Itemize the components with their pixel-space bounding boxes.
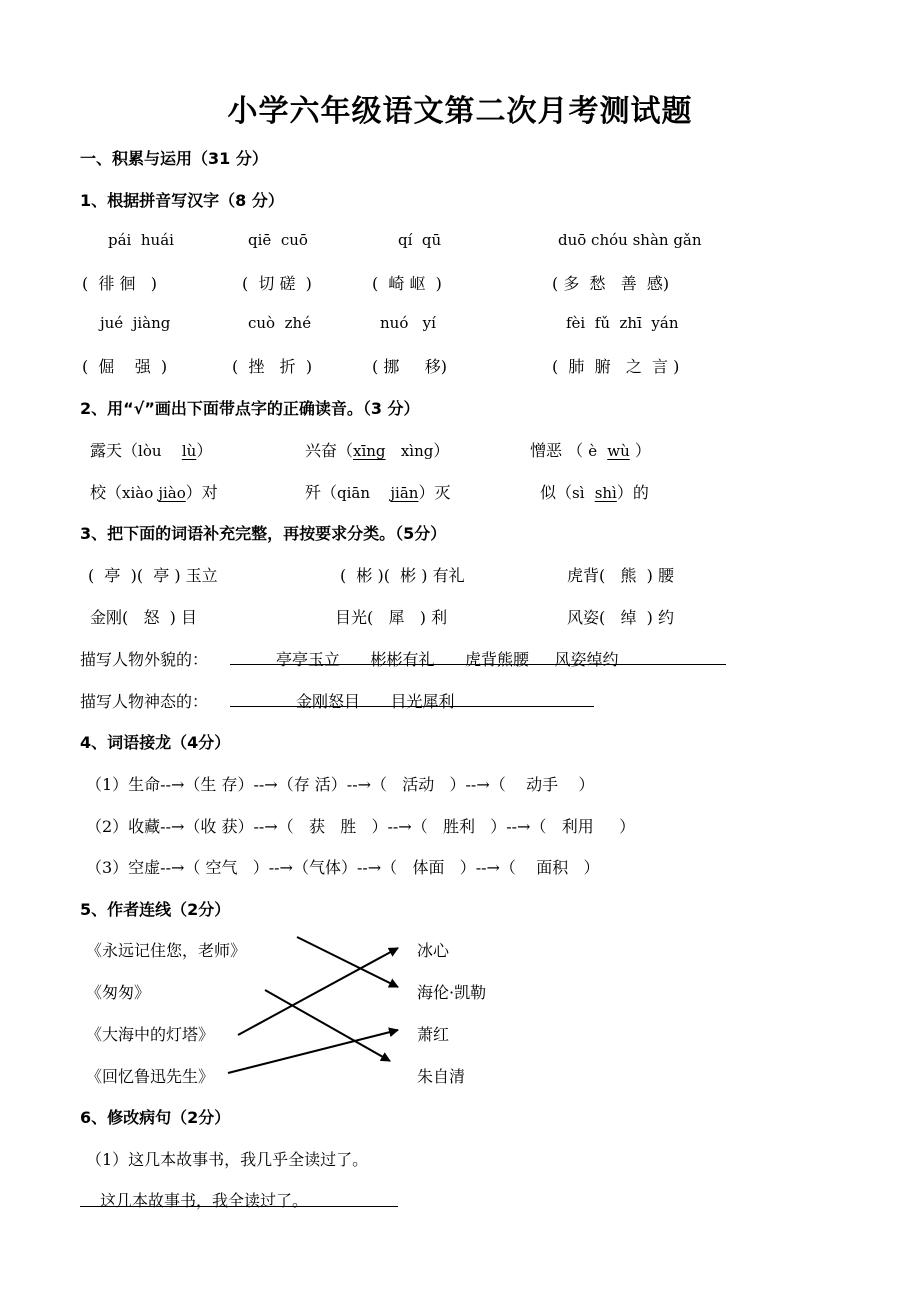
part1-heading: 一、积累与运用（31 分） [80, 149, 268, 168]
q3-word: 金刚( 怒 ) 目 [90, 608, 198, 627]
q3-word: ( 彬 )( 彬 ) 有礼 [340, 566, 465, 585]
q4-heading: 4、词语接龙（4分） [80, 733, 231, 752]
q1-answer: ( 倔 强 ) [82, 357, 168, 376]
q1-pinyin: cuò zhé [248, 314, 312, 332]
q2-item: 歼（qiān jiān）灭 [305, 483, 451, 502]
work-title: 《匆匆》 [86, 983, 151, 1002]
q1-pinyin: qí qū [398, 231, 442, 249]
expression-answer: 金刚怒目 目光犀利 [296, 692, 455, 711]
q6-answer: 这几本故事书，我全读过了。 [100, 1191, 309, 1210]
q6-question: （1）这几本故事书，我几乎全读过了。 [86, 1150, 369, 1169]
q4-chain: （3）空虚--→（ 空气 ）--→（气体）--→（ 体面 ）--→（ 面积 ） [86, 858, 600, 877]
q1-pinyin: fèi fǔ zhī yán [566, 314, 679, 332]
q2-item: 露天（lòu lù） [90, 441, 213, 460]
q2-item: 似（sì shì）的 [540, 483, 649, 502]
q1-answer: ( 崎 岖 ) [372, 274, 442, 293]
q1-answer: ( 多 愁 善 感) [552, 274, 670, 293]
q1-answer: ( 肺 腑 之 言 ) [552, 357, 680, 376]
q1-pinyin: nuó yí [380, 314, 436, 332]
q1-pinyin: pái huái [108, 231, 174, 249]
author-name: 萧红 [417, 1025, 450, 1044]
appearance-label: 描写人物外貌的： [80, 650, 209, 669]
expression-label: 描写人物神态的： [80, 692, 209, 711]
work-title: 《大海中的灯塔》 [86, 1025, 215, 1044]
q4-chain: （2）收藏--→（收 获）--→（ 获 胜 ）--→（ 胜利 ）--→（ 利用 ） [86, 817, 636, 836]
q1-answer: ( 切 磋 ) [242, 274, 312, 293]
q2-heading: 2、用“√”画出下面带点字的正确读音。（3 分） [80, 399, 420, 418]
link-arrow-icon [265, 990, 390, 1061]
q2-item: 憎恶 （ è wù ） [530, 441, 651, 460]
q1-answer: ( 挫 折 ) [232, 357, 313, 376]
work-title: 《回忆鲁迅先生》 [86, 1067, 215, 1086]
author-name: 朱自清 [417, 1067, 466, 1086]
q1-answer: ( 徘 徊 ) [82, 274, 158, 293]
q3-word: 风姿( 绰 ) 约 [567, 608, 675, 627]
link-arrow-icon [238, 948, 398, 1035]
q4-chain: （1）生命--→（生 存）--→（存 活）--→（ 活动 ）--→（ 动手 ） [86, 775, 595, 794]
q3-heading: 3、把下面的词语补充完整，再按要求分类。（5分） [80, 524, 447, 543]
q1-pinyin: jué jiàng [100, 314, 171, 332]
q2-item: 兴奋（xīng xìng） [305, 441, 450, 460]
q1-pinyin: qiē cuō [248, 231, 308, 249]
link-arrow-icon [297, 937, 398, 987]
q3-word: 虎背( 熊 ) 腰 [567, 566, 675, 585]
q2-item: 校（xiào jiào）对 [90, 483, 218, 502]
q3-word: 目光( 犀 ) 利 [335, 608, 448, 627]
page-title: 小学六年级语文第二次月考测试题 [227, 94, 693, 129]
q1-heading: 1、根据拼音写汉字（8 分） [80, 191, 284, 210]
q3-word: ( 亭 )( 亭 ) 玉立 [88, 566, 218, 585]
author-name: 冰心 [417, 941, 450, 960]
author-name: 海伦·凯勒 [417, 983, 487, 1002]
q6-heading: 6、修改病句（2分） [80, 1108, 231, 1127]
q1-pinyin: duō chóu shàn gǎn [558, 231, 702, 249]
q1-answer: ( 挪 移) [372, 357, 448, 376]
work-title: 《永远记住您，老师》 [86, 941, 247, 960]
q5-heading: 5、作者连线（2分） [80, 900, 231, 919]
appearance-answer: 亭亭玉立 彬彬有礼 虎背熊腰 风姿绰约 [276, 650, 619, 669]
